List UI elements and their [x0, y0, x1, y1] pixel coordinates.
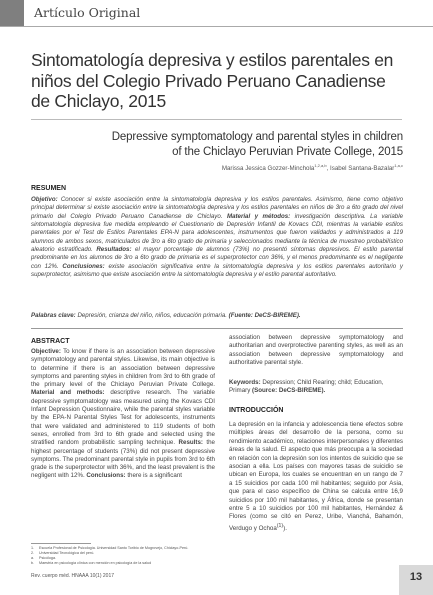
citation-marker: (1) [276, 522, 284, 529]
article-title-en [90, 130, 403, 159]
introduction-text-end: ). [283, 524, 287, 532]
keywords-en-label: Keywords: [229, 379, 261, 386]
abstract-results-label: Results: [178, 439, 203, 447]
section-label: Artículo Original [34, 5, 141, 20]
resumen-conclusions-text: existe asociación significativa entre la sintomatología depresiva y los estilos parentales autoritario y superprotector, asimismo que existe asociación entre la sintomatología depresiva y el estilo parental autoritativo. [31, 262, 403, 279]
keywords-es-source: (Fuente: DeCS-BIREME). [228, 312, 301, 319]
footnote-text: Psicóloga. [39, 556, 57, 561]
footnote-text: Universidad Tecnológica del perú. [39, 551, 95, 556]
footnote-number: b. [31, 561, 35, 566]
resumen-body [31, 196, 403, 279]
resumen-results-label: Resultados: [96, 246, 132, 254]
footnote-rule [31, 543, 91, 544]
footnotes [31, 546, 215, 566]
header-rule [0, 26, 433, 27]
abstract-conclusions-text-part1: there is a significant [125, 472, 182, 480]
article-title-en-line2: of the Chiclayo Peruvian Private College, 2015 [172, 145, 403, 158]
title-divider [31, 119, 402, 120]
keywords-en [229, 379, 403, 396]
footnote-number: a. [31, 556, 35, 561]
resumen-heading: RESUMEN [31, 185, 67, 192]
introduction-text: La depresión en la infancia y adolescencia tiene efectos sobre múltiples áreas del desarrollo de la persona, como su rendimiento académico, relaciones interpersonales y diferentes áreas de la salud. El aspecto que más preocupa a la sociedad en relación con la depresión son los intentos de suicidio que se asocian a ella. Los países con mayores tasas de suicidio se ubican en Europa, los cuales se encuentran en un rango de 7 a 15 suicidios por cada 100 mil habitantes; seguido por Asia, que para el caso específico de China se calcula entre 16,9 suicidios por 100 mil habitantes, y África, donde se presentan entre 5 a 10 suicidios por 100 mil habitantes, Hernández & Flores (como se citó en Perez, Uribe, Vianchá, Bahamón, Verdugo y Ochoa [229, 421, 403, 532]
introduction-heading: INTRODUCCIÓN [229, 407, 284, 414]
resumen-methods-text: investigación descriptiva. La variable sintomatología depresiva fue medida empleando el Cuestionario de Depresión Infantil de Kovacs CDI, mientras la variable estilos parentales por el Test de Estilos Parentales EPA-N para adolescentes, instrumentos que fueron validados y administrados a 119 alumnos de ambos sexos, matriculados de 3ro a 6to grado de primaria y seleccionados mediante la técnica de muestreo probabilístico aleatorio estratificado. [31, 212, 403, 254]
abstract-heading: ABSTRACT [31, 338, 70, 345]
resumen-conclusions-label: Conclusiones: [62, 262, 105, 270]
introduction-body [229, 421, 403, 533]
author-separator: , [326, 165, 330, 173]
header-accent-bar [0, 0, 24, 26]
footnote-number: 1. [31, 546, 35, 550]
section-divider [31, 328, 403, 329]
author-list [40, 163, 403, 172]
article-title-en-line1: Depressive symptomatology and parental styles in children [111, 131, 403, 143]
abstract-objective-label: Objective: [31, 348, 61, 355]
keywords-en-source: (Source: DeCS-BIREME). [252, 387, 326, 395]
author-affiliation-marker: 1,2,a,b [314, 163, 327, 168]
footnote-item [31, 561, 215, 566]
article-title-es: Sintomatología depresiva y estilos parentales en niños del Colegio Privado Peruano Canadiense de Chiclayo, 2015 [31, 50, 394, 111]
resumen-results-text: el mayor porcentaje de alumnos (73%) no presentó síntomas depresivos. El estilo parental predominante en los alumnos de 3ro a 6to grado de primaria es el superprotector con 36%, y el menos predominante es el negligente con 12%. [31, 246, 403, 270]
keywords-en-text: Depression; Child Rearing; child; Education, Primary [229, 379, 384, 395]
footnote-number: 2. [31, 551, 35, 556]
journal-citation: Rev. cuerpo méd. HNAAA 10(1) 2017 [31, 573, 115, 579]
keywords-es [31, 312, 403, 319]
footnote-text: Escuela Profesional de Psicología. Universidad Santo Toribio de Mogrovejo, Chiclayo-Perú. [39, 546, 189, 550]
abstract-body [31, 348, 215, 481]
resumen-objective-label: Objetivo: [31, 196, 58, 203]
footnote-text: Maestría en psicología clínica con mención en psicología de la salud [39, 561, 152, 566]
author-name: Marissa Jessica Gozzer-Minchola [221, 165, 315, 173]
abstract-conclusions-continued: association between depressive symptomatology and authoritarian and overprotective parenting styles, as well as an association between depressive symptomatology and authoritative parental style. [229, 334, 403, 367]
resumen-methods-label: Material y métodos: [226, 212, 291, 220]
keywords-es-text: Depresión, crianza del niño, niños, educación primaria. [75, 312, 229, 319]
author-affiliation-marker: 1,a,c [394, 163, 403, 168]
abstract-methods-label: Material and methods: [31, 389, 105, 397]
abstract-results-text: the highest percentage of students (73%) did not present depressive symptoms. The predominant parental style in pupils from 3rd to 6th grade is the superprotector with 36%, and the least prevalent is the negligent with 12%. [31, 439, 215, 480]
page-number: 13 [409, 571, 423, 583]
abstract-methods-text: descriptive research. The variable depressive symptomatology was measured using the Kovacs CDI Infant Depression Questionnaire, while the parental styles variable by the EPA-N Parental Styles Test for adolescents, instruments that were validated and administered to 119 students of both sexes, enrolled from 3rd to 6th grade and selected using the stratified random probabilistic sampling technique. [31, 389, 215, 447]
author-name: Isabel Santana-Bazalar [330, 165, 395, 173]
resumen-objective-text: Conocer si existe asociación entre la sintomatología depresiva y los estilos parentales. Asimismo, tiene como objetivo principal determinar si existe asociación entre la sintomatología depresiva y los estilos parentales en niños de 3ro a 6to grado del nivel primario del Colegio Privado Peruano Canadiense de Chiclayo. [31, 196, 403, 220]
keywords-es-label: Palabras clave: [31, 312, 76, 319]
abstract-conclusions-label: Conclusions: [86, 472, 126, 480]
abstract-objective-text: To know if there is an association between depressive symptomatology and parental styles. Likewise, its main objective is to determine if there is an association between depressive symptoms and parenting styles in children from 3rd to 6th grade of the primary level of the Chiclayo Peruvian Private College. [31, 348, 215, 389]
